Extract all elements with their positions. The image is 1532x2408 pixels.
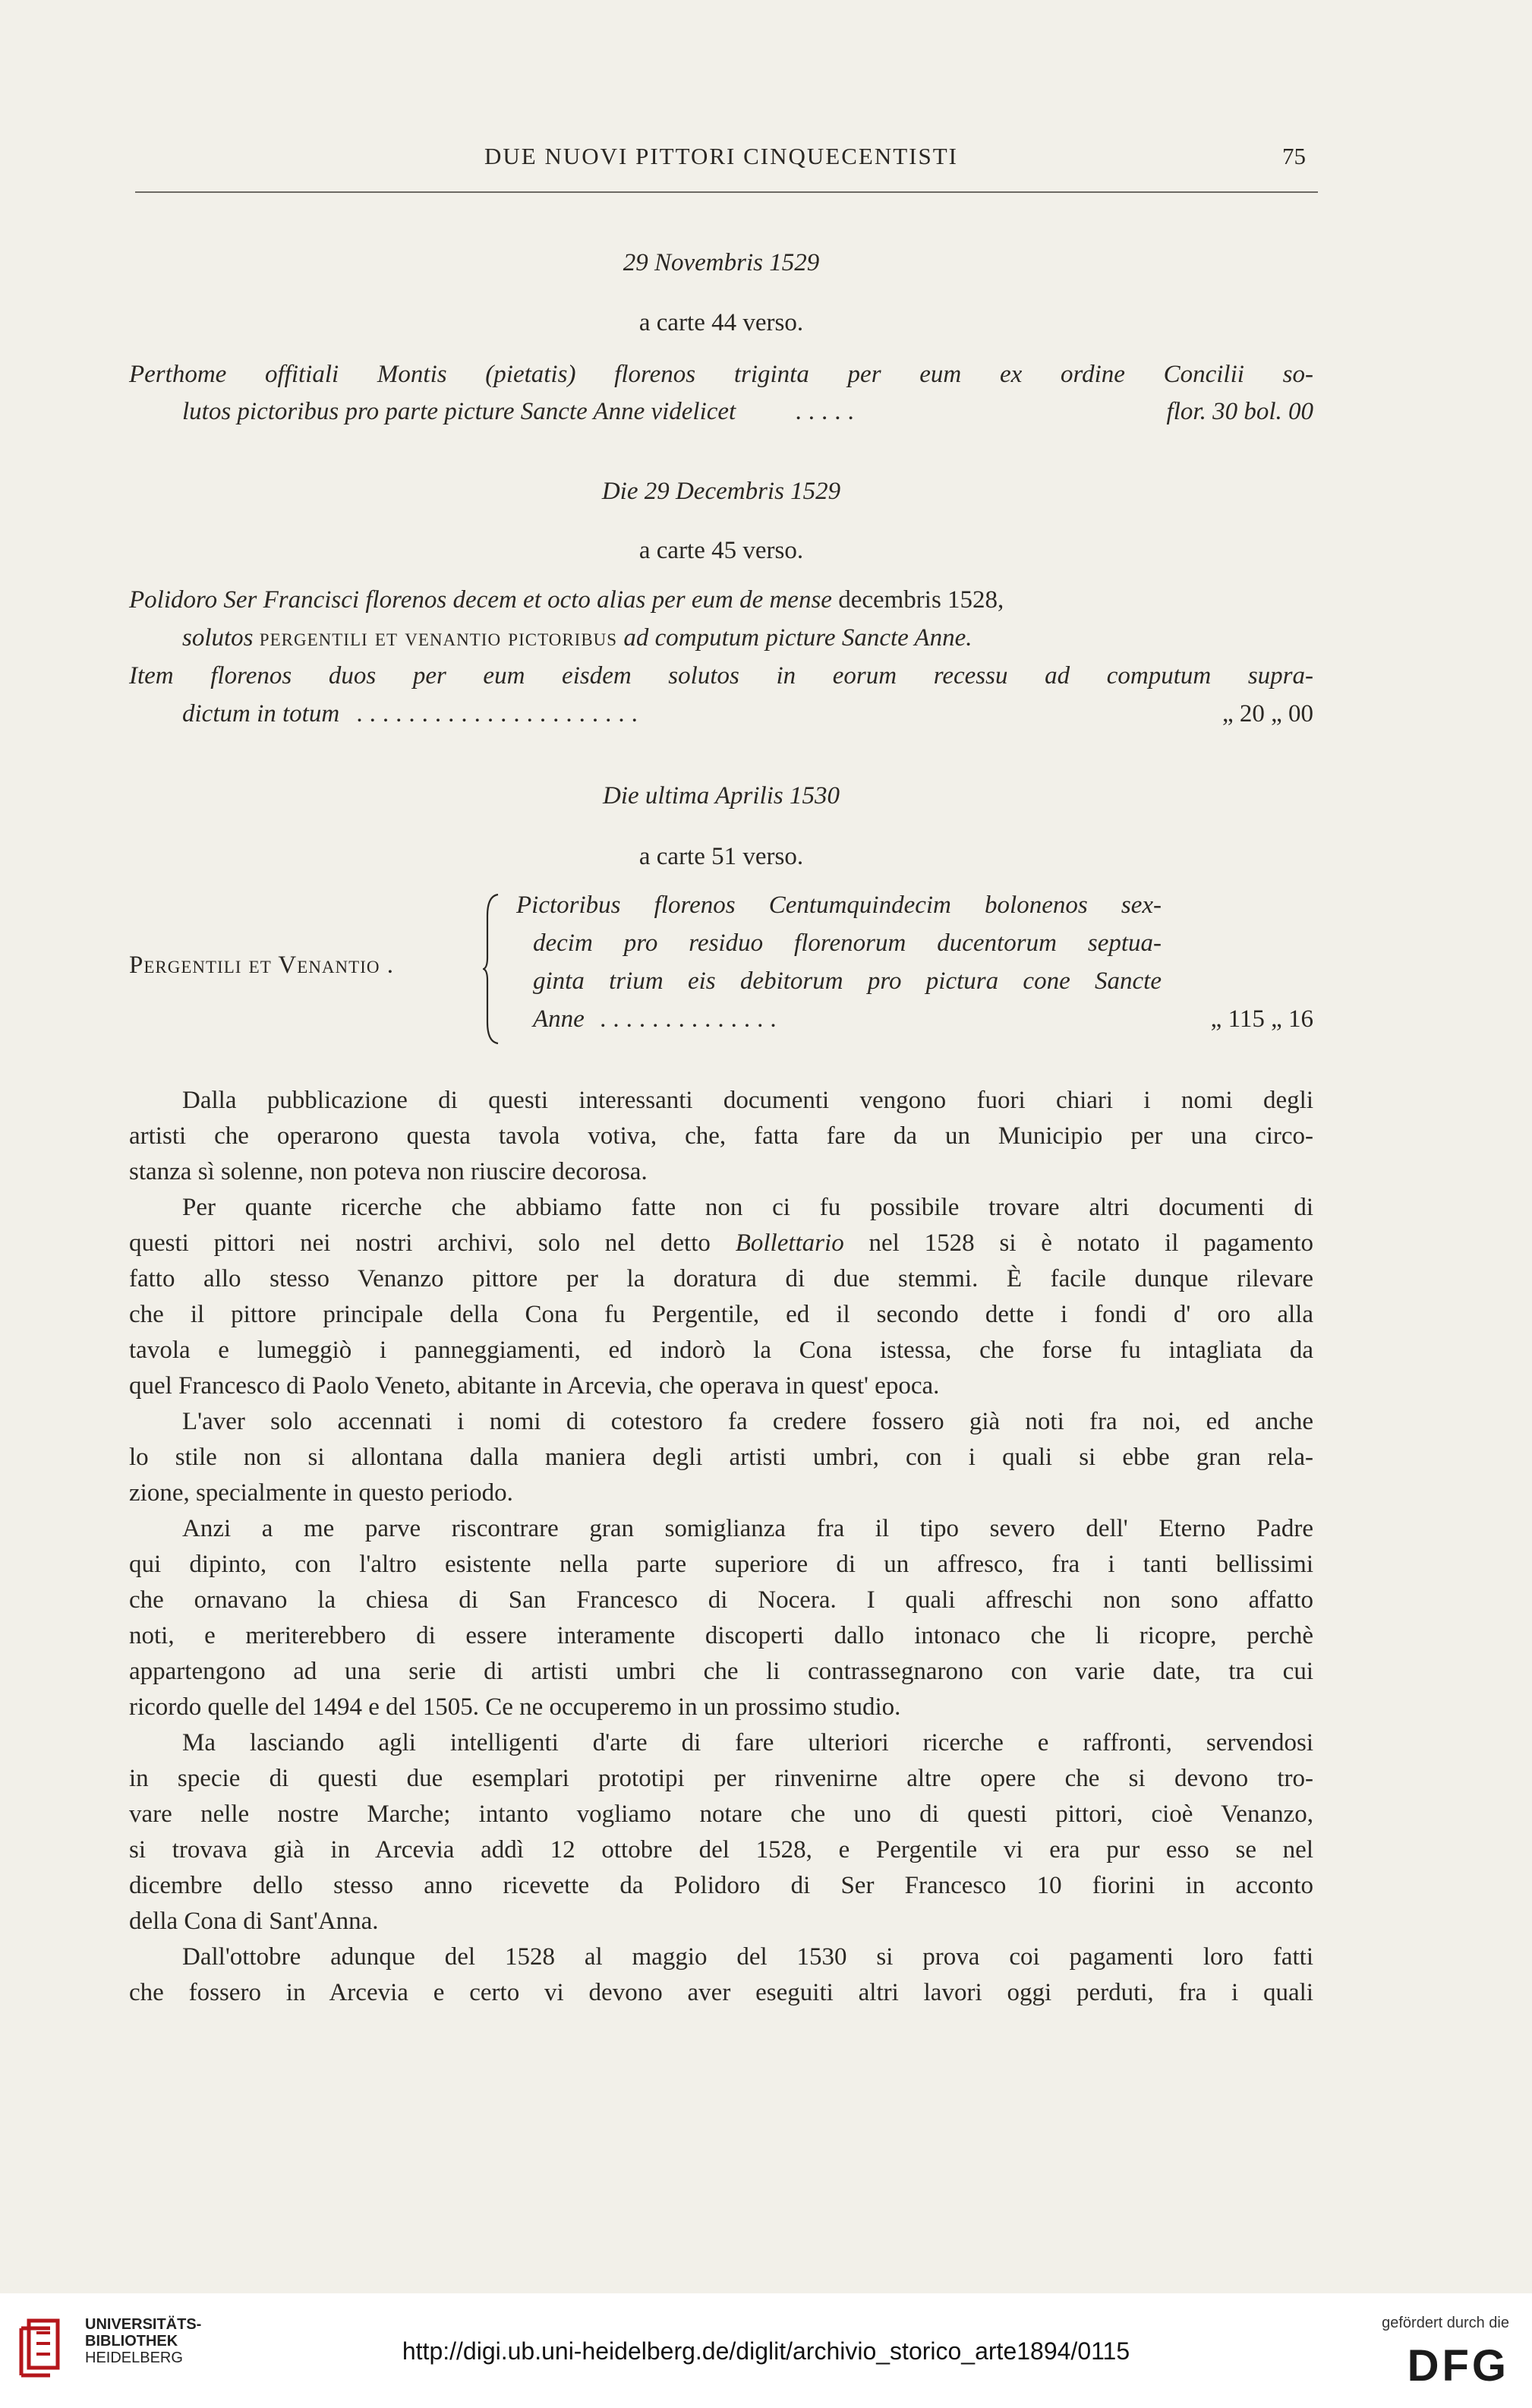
entry2-line4	[182, 700, 1313, 728]
paragraph-line: Ma lasciando agli intelligenti d'arte di fare ulteriori ricerche e raffronti, servendosi	[182, 1729, 1313, 1756]
entry2-line1	[129, 586, 1313, 614]
paragraph-line: in specie di questi due esemplari prototipi per rinvenirne altre opere che si devono tro-	[129, 1765, 1313, 1792]
entry3-line1: Pictoribus florenos Centumquindecim bolonenos sex-	[516, 892, 1162, 919]
entry2-line2	[182, 624, 1313, 652]
paragraph-line: della Cona di Sant'Anna.	[129, 1908, 379, 1935]
source-url[interactable]: http://digi.ub.uni-heidelberg.de/diglit/archivio_storico_arte1894/0115	[402, 2337, 1130, 2365]
paragraph-line: questi pittori nei nostri archivi, solo nel detto Bollettario nel 1528 si è notato il pagamento	[129, 1229, 1313, 1257]
entry2-carte: a carte 45 verso.	[638, 537, 804, 564]
paragraph-line: tavola e lumeggiò i panneggiamenti, ed indorò la Cona istessa, che forse fu intagliata da	[129, 1337, 1313, 1364]
paragraph-line: ricordo quelle del 1494 e del 1505. Ce ne occuperemo in un prossimo studio.	[129, 1693, 901, 1721]
paragraph-line: che ornavano la chiesa di San Francesco di Nocera. I quali affreschi non sono affatto	[129, 1586, 1313, 1614]
entry1-date: 29 Novembris 1529	[623, 249, 820, 276]
entry2-line2-a: solutos	[182, 624, 254, 652]
header-rule	[135, 191, 1318, 193]
entry2-line2-b: ad computum picture Sancte Anne.	[623, 624, 972, 652]
library-name-line3: HEIDELBERG	[85, 2350, 183, 2366]
entry3-leader-dots: ..............	[600, 1005, 783, 1033]
entry1-line2-text: lutos pictoribus pro parte picture Sancte Anne videlicet	[182, 398, 736, 425]
paragraph-line: che il pittore principale della Cona fu Pergentile, ed il secondo dette i fondi d' oro alla	[129, 1301, 1313, 1328]
entry3-line3: ginta trium eis debitorum pro pictura cone Sancte	[533, 967, 1162, 995]
entry1-line1: Perthome offitiali Montis (pietatis) florenos triginta per eum ex ordine Concilii so-	[129, 361, 1313, 388]
entry2-line3: Item florenos duos per eum eisdem solutos in eorum recessu ad computum supra-	[129, 662, 1313, 690]
library-name-line2: BIBLIOTHEK	[85, 2333, 178, 2350]
dfg-logo: DFG	[1407, 2341, 1509, 2391]
entry1-carte: a carte 44 verso.	[638, 309, 804, 336]
entry2-line1-italic: Polidoro Ser Francisci florenos decem et octo alias per eum de mense	[129, 586, 832, 614]
paragraph-1	[129, 1083, 1313, 1190]
funder-caption: gefördert durch die	[1382, 2315, 1509, 2331]
paragraph-line: Dalla pubblicazione di questi interessanti documenti vengono fuori chiari i nomi degli	[182, 1087, 1313, 1114]
entry1-amount: flor. 30 bol. 00	[1166, 398, 1313, 425]
paragraph-line: zione, specialmente in questo periodo.	[129, 1479, 513, 1507]
paragraph-line: L'aver solo accennati i nomi di cotestoro fa credere fossero già noti fra noi, ed anche	[182, 1408, 1313, 1435]
paragraph-6	[129, 1939, 1313, 2011]
paragraph-line: che fossero in Arcevia e certo vi devono aver eseguiti altri lavori oggi perduti, fra i quali	[129, 1979, 1313, 2006]
entry2-line1-roman: decembris 1528,	[838, 586, 1004, 614]
paragraph-line: noti, e meriterebbero di essere interamente discoperti dallo intonaco che li ricopre, perchè	[129, 1622, 1313, 1649]
entry2-line2-smallcaps: pergentili et venantio pictoribus	[259, 624, 618, 652]
entry2-amount: „ 20 „ 00	[1222, 700, 1313, 727]
entry3-date: Die ultima Aprilis 1530	[603, 782, 840, 810]
running-head	[129, 143, 1313, 173]
page-number: 75	[1282, 143, 1306, 169]
paragraph-line: appartengono ad una serie di artisti umbri che li contrassegnarono con varie date, tra cui	[129, 1658, 1313, 1685]
paragraph-line: fatto allo stesso Venanzo pittore per la doratura di due stemmi. È facile dunque rilevare	[129, 1265, 1313, 1292]
paragraph-line: lo stile non si allontana dalla maniera degli artisti umbri, con i quali si ebbe gran rela-	[129, 1444, 1313, 1471]
library-name-line1: UNIVERSITÄTS-	[85, 2316, 202, 2333]
paragraph-5	[129, 1725, 1313, 1939]
paragraph-line: artisti che operarono questa tavola votiva, che, fatta fare da un Municipio per una circo-	[129, 1122, 1313, 1150]
running-title: DUE NUOVI PITTORI CINQUECENTISTI	[484, 143, 958, 169]
entry1-leader-dots: .....	[795, 398, 861, 425]
paragraph-4	[129, 1511, 1313, 1725]
entry2-leader-dots: ......................	[356, 700, 645, 727]
paragraph-line: Dall'ottobre adunque del 1528 al maggio del 1530 si prova coi pagamenti loro fatti	[182, 1943, 1313, 1971]
entry3-carte: a carte 51 verso.	[638, 843, 804, 870]
entry2-date: Die 29 Decembris 1529	[601, 478, 841, 505]
paragraph-line: Per quante ricerche che abbiamo fatte non ci fu possibile trovare altri documenti di	[182, 1194, 1313, 1221]
paragraph-line: vare nelle nostre Marche; intanto vogliamo notare che uno di questi pittori, cioè Venanzo,	[129, 1800, 1313, 1828]
entry3-payee-label: Pergentili et Venantio .	[129, 952, 394, 979]
paragraph-2	[129, 1190, 1313, 1404]
paragraph-line: stanza sì solenne, non poteva non riuscire decorosa.	[129, 1158, 648, 1185]
entry3-amount: „ 115 „ 16	[1210, 1005, 1313, 1033]
paragraph-line: Anzi a me parve riscontrare gran somiglianza fra il tipo severo dell' Eterno Padre	[182, 1515, 1313, 1542]
entry3-line4	[533, 1005, 1313, 1034]
entry3-brace	[483, 893, 500, 1045]
entry3-line4-text: Anne	[533, 1005, 585, 1033]
entry3-line2: decim pro residuo florenorum ducentorum septua-	[533, 929, 1162, 957]
digitization-footer	[0, 2293, 1532, 2408]
entry1-line2	[182, 398, 1313, 426]
paragraph-3	[129, 1404, 1313, 1511]
paragraph-line: si trovava già in Arcevia addì 12 ottobre del 1528, e Pergentile vi era pur esso se nel	[129, 1836, 1313, 1864]
paragraph-line: dicembre dello stesso anno ricevette da Polidoro di Ser Francesco 10 fiorini in acconto	[129, 1872, 1313, 1899]
entry2-line4-text: dictum in totum	[182, 700, 340, 727]
paragraph-line: qui dipinto, con l'altro esistente nella parte superiore di un affresco, fra i tanti bellissimi	[129, 1551, 1313, 1578]
paragraph-line: quel Francesco di Paolo Veneto, abitante in Arcevia, che operava in quest' epoca.	[129, 1372, 940, 1400]
